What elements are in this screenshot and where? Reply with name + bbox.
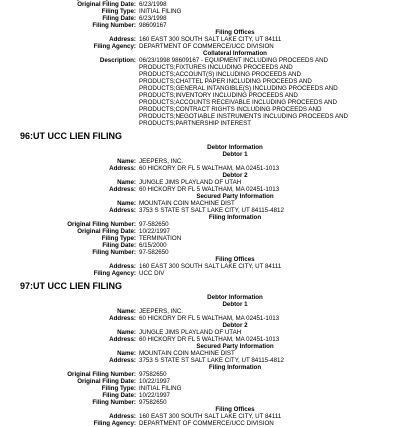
field-row	[0, 378, 400, 385]
field-row	[0, 242, 400, 249]
field-row	[0, 357, 400, 364]
field-row	[0, 336, 400, 343]
record-95-filing-info	[0, 0, 400, 127]
field-label: Name:	[117, 200, 136, 207]
field-row	[0, 399, 400, 406]
section-subheading: Debtor 1	[222, 151, 248, 158]
field-value: JUNGLE JIMS PLAYLAND OF UTAH	[139, 179, 242, 186]
field-value: 6/15/2000	[139, 242, 167, 249]
description-line: PRODUCTS;NEGOTIABLE INSTRUMENTS INCLUDING PROCEEDS AND	[139, 113, 349, 120]
section-subheading: Debtor 2	[222, 322, 248, 329]
field-value: 6/23/1998	[139, 1, 167, 8]
description-line: PRODUCTS;FIXTURES INCLUDING PROCEEDS AND	[139, 64, 293, 71]
field-row	[0, 15, 400, 22]
field-value: 97-582650	[139, 221, 169, 228]
field-value: UCC DIV	[139, 270, 165, 277]
field-value: 10/22/1997	[139, 378, 170, 385]
description-line: PRODUCTS;PARTNERSHIP INTEREST	[139, 120, 252, 127]
description-line: PRODUCTS;CONTRACT RIGHTS INCLUDING PROCEEDS AND	[139, 106, 322, 113]
field-row	[0, 1, 400, 8]
field-value: DEPARTMENT OF COMMERCE/UCC DIVISION	[139, 420, 274, 427]
description-line: 06/23/1998 98609167 - EQUIPMENT INCLUDING PROCEEDS AND	[139, 57, 329, 64]
field-label: Address:	[109, 165, 136, 172]
field-value: INITIAL FILING	[139, 8, 182, 15]
field-value: 3753 S STATE ST SALT LAKE CITY, UT 84115-4812	[139, 207, 284, 214]
section-heading: Secured Party Information	[196, 343, 274, 350]
field-label: Filing Number:	[92, 399, 136, 406]
field-row	[0, 270, 400, 277]
field-label: Filing Type:	[101, 385, 136, 392]
field-label: Address:	[109, 315, 136, 322]
field-value: 160 EAST 300 SOUTH SALT LAKE CITY, UT 84111	[139, 413, 282, 420]
field-row	[0, 43, 400, 50]
filing-title: 97:UT UCC LIEN FILING	[20, 281, 123, 291]
field-label: Name:	[117, 179, 136, 186]
section-heading: Secured Party Information	[196, 193, 274, 200]
field-label: Filing Agency:	[93, 420, 136, 427]
section-heading: Filing Offices	[215, 256, 255, 263]
field-label: Filing Date:	[102, 15, 136, 22]
field-label: Name:	[117, 308, 136, 315]
section-subheading: Debtor 2	[222, 172, 248, 179]
field-row	[0, 200, 400, 207]
section-heading: Filing Information	[208, 214, 262, 221]
field-label: Filing Agency:	[93, 43, 136, 50]
field-value: 60 HICKORY DR FL 5 WALTHAM, MA 02451-1013	[139, 186, 280, 193]
field-value: 98609167	[139, 22, 167, 29]
field-row	[0, 165, 400, 172]
record-96	[0, 131, 400, 277]
description-line: PRODUCTS;GENERAL INTANGIBLE(S) INCLUDING PROCEEDS AND	[139, 85, 338, 92]
field-value: 97582650	[139, 371, 167, 378]
field-row	[0, 186, 400, 193]
description-line: PRODUCTS;INVENTORY INCLUDING PROCEEDS AND	[139, 92, 298, 99]
field-row	[0, 392, 400, 399]
field-label: Name:	[117, 158, 136, 165]
field-label: Address:	[109, 357, 136, 364]
field-value: JEEPERS, INC.	[139, 308, 184, 315]
field-label: Description:	[99, 57, 136, 64]
field-label: Address:	[109, 207, 136, 214]
field-row	[0, 228, 400, 235]
field-label: Original Filing Number:	[67, 221, 136, 228]
field-value: DEPARTMENT OF COMMERCE/UCC DIVISION	[139, 43, 274, 50]
field-value: 10/22/1997	[139, 228, 170, 235]
filing-title: 96:UT UCC LIEN FILING	[20, 131, 123, 141]
field-label: Filing Number:	[92, 22, 136, 29]
section-heading: Filing Offices	[215, 29, 255, 36]
field-value: 160 EAST 300 SOUTH SALT LAKE CITY, UT 84111	[139, 36, 282, 43]
field-value: 60 HICKORY DR FL 5 WALTHAM, MA 02451-1013	[139, 315, 280, 322]
field-value: 10/22/1997	[139, 392, 170, 399]
section-heading: Filing Information	[208, 364, 262, 371]
record-97	[0, 281, 400, 427]
field-label: Filing Type:	[101, 235, 136, 242]
field-row	[0, 207, 400, 214]
field-value: MOUNTAIN COIN MACHINE DIST	[139, 350, 235, 357]
section-subheading: Debtor 1	[222, 301, 248, 308]
field-row	[0, 179, 400, 186]
field-label: Filing Agency:	[93, 270, 136, 277]
field-row	[0, 413, 400, 420]
field-label: Filing Date:	[102, 392, 136, 399]
field-row	[0, 22, 400, 29]
field-row	[0, 420, 400, 427]
field-label: Filing Type:	[101, 8, 136, 15]
field-row	[0, 8, 400, 15]
field-label: Name:	[117, 350, 136, 357]
field-value: MOUNTAIN COIN MACHINE DIST	[139, 200, 235, 207]
field-label: Filing Number:	[92, 249, 136, 256]
description-line: PRODUCTS;ACCOUNT(S) INCLUDING PROCEEDS AND	[139, 71, 301, 78]
field-value: 60 HICKORY DR FL 5 WALTHAM, MA 02451-1013	[139, 165, 280, 172]
field-row	[0, 263, 400, 270]
field-value: 60 HICKORY DR FL 5 WALTHAM, MA 02451-1013	[139, 336, 280, 343]
field-row	[0, 371, 400, 378]
field-row	[0, 315, 400, 322]
field-label: Filing Date:	[102, 242, 136, 249]
field-row	[0, 249, 400, 256]
field-value: 3753 S STATE ST SALT LAKE CITY, UT 84115-4812	[139, 357, 284, 364]
field-label: Address:	[109, 413, 136, 420]
field-row	[0, 350, 400, 357]
field-label: Original Filing Number:	[67, 371, 136, 378]
field-label: Address:	[109, 263, 136, 270]
field-value: 160 EAST 300 SOUTH SALT LAKE CITY, UT 84111	[139, 263, 282, 270]
field-label: Address:	[109, 36, 136, 43]
description-line: PRODUCTS;ACCOUNTS RECEIVABLE INCLUDING PROCEEDS AND	[139, 99, 337, 106]
field-value: TERMINATION	[139, 235, 182, 242]
field-row	[0, 329, 400, 336]
field-value: 97-582650	[139, 249, 169, 256]
field-value: 6/23/1998	[139, 15, 167, 22]
field-row	[0, 221, 400, 228]
section-heading: Debtor Information	[207, 144, 263, 151]
collateral-description	[0, 57, 400, 127]
section-heading: Debtor Information	[207, 294, 263, 301]
description-line: PRODUCTS;CHATTEL PAPER INCLUDING PROCEEDS AND	[139, 78, 312, 85]
description-text	[139, 57, 348, 127]
field-label: Original Filing Date:	[77, 1, 136, 8]
field-row	[0, 36, 400, 43]
field-label: Name:	[117, 329, 136, 336]
field-row	[0, 235, 400, 242]
field-value: INITIAL FILING	[139, 385, 182, 392]
field-label: Original Filing Date:	[77, 228, 136, 235]
field-row	[0, 158, 400, 165]
field-value: JUNGLE JIMS PLAYLAND OF UTAH	[139, 329, 242, 336]
field-label: Original Filing Date:	[77, 378, 136, 385]
field-label: Address:	[109, 336, 136, 343]
field-row	[0, 385, 400, 392]
field-label: Address:	[109, 186, 136, 193]
field-value: 97582650	[139, 399, 167, 406]
field-row	[0, 308, 400, 315]
section-heading: Collateral Information	[203, 50, 267, 57]
field-value: JEEPERS, INC.	[139, 158, 184, 165]
section-heading: Filing Offices	[215, 406, 255, 413]
